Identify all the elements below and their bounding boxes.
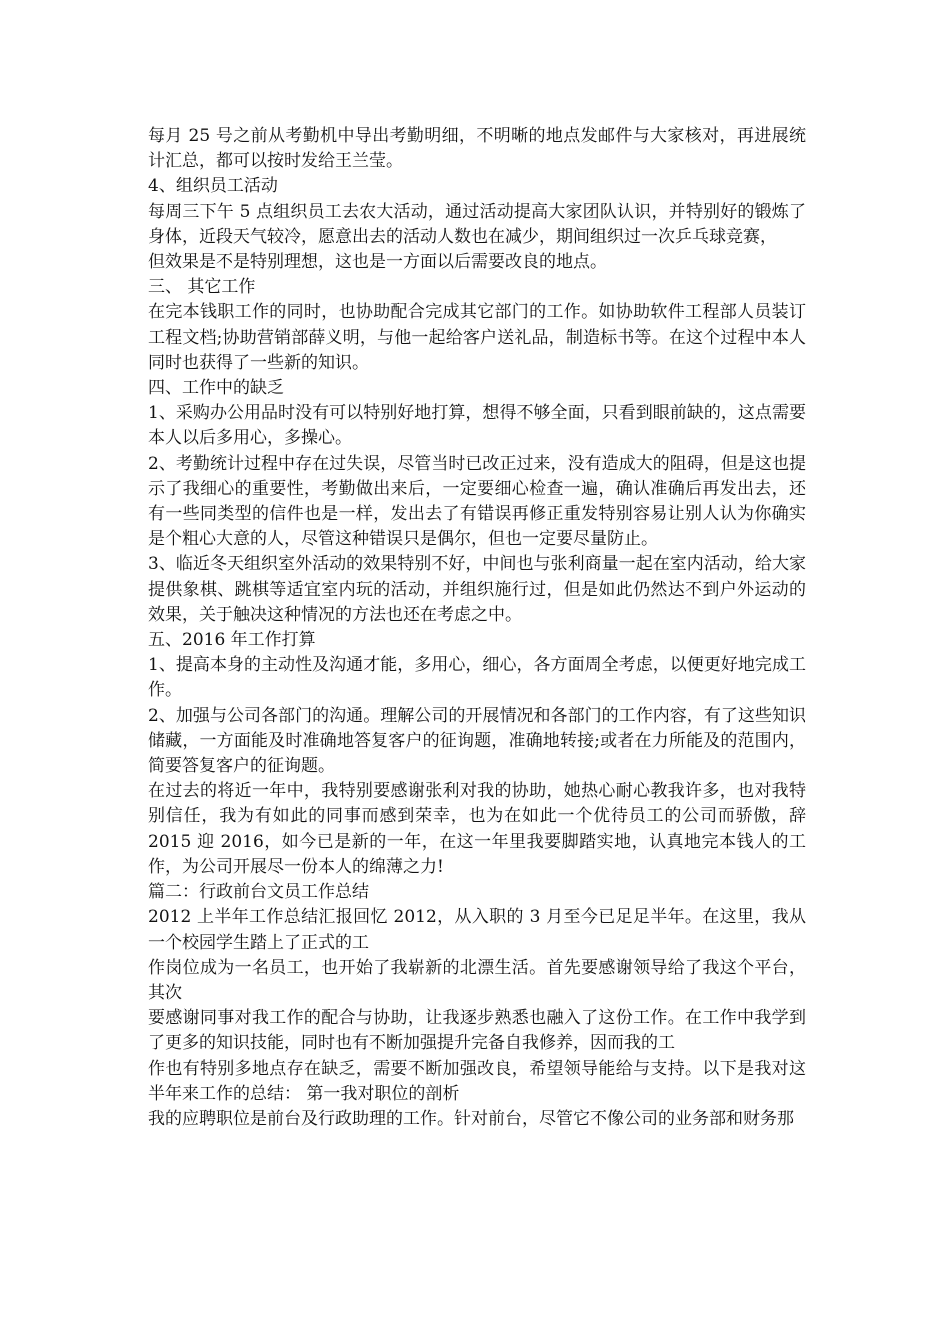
heading-part-two: 篇二：行政前台文员工作总结 — [148, 882, 369, 903]
heading-2016-plan: 五、2016 年工作打算 — [148, 630, 316, 651]
paragraph-summary-cont-2: 要感谢同事对我工作的配合与协助，让我逐步熟悉也融入了这份工作。在工作中我学到了更多的知识技能，同时也有不断加强提升完备自我修养，因而我的工 — [148, 1008, 806, 1054]
paragraph-other-work: 在完本钱职工作的同时，也协助配合完成其它部门的工作。如协助软件工程部人员装订工程文档;协助营销部薛义明，与他一起给客户送礼品，制造标书等。在这个过程中本人同时也获得了一些新的知识。 — [148, 302, 806, 373]
heading-organize-activities: 4、组织员工活动 — [148, 176, 278, 197]
paragraph-position-analysis: 我的应聘职位是前台及行政助理的工作。针对前台，尽管它不像公司的业务部和财务那 — [148, 1108, 794, 1129]
paragraph-plan-2: 2、加强与公司各部门的沟通。理解公司的开展情况和各部门的工作内容，有了这些知识储藏，一方面能及时准确地答复客户的征询题，准确地转接;或者在力所能及的范围内，简要答复客户的征询题。 — [148, 705, 806, 777]
paragraph-summary-cont-1: 作岗位成为一名员工，也开始了我崭新的北漂生活。首先要感谢领导给了我这个平台，其次 — [148, 957, 806, 1003]
document-body — [148, 124, 806, 1132]
heading-shortcomings: 四、工作中的缺乏 — [148, 378, 284, 399]
heading-other-work: 三、 其它工作 — [148, 277, 256, 298]
paragraph-summary-cont-3: 作也有特别多地点存在缺乏，需要不断加强改良，希望领导能给与支持。以下是我对这半年来工作的总结： 第一我对职位的剖析 — [148, 1058, 806, 1104]
paragraph-thanks: 在过去的将近一年中，我特别要感谢张利对我的协助，她热心耐心教我许多，也对我特别信任，我为有如此的同事而感到荣幸，也为在如此一个优待员工的公司而骄傲，辞 2015 迎 2016，如今已是新的一年，在这一年里我要脚踏实地，认真地完本钱人的工作，为公司开展尽一份本人的绵薄之力! — [148, 781, 806, 877]
paragraph-shortcoming-1: 1、采购办公用品时没有可以特别好地打算，想得不够全面，只看到眼前缺的，这点需要本人以后多用心，多操心。 — [148, 403, 806, 449]
paragraph-weekly-activities: 每周三下午 5 点组织员工去农大活动，通过活动提高大家团队认识，并特别好的锻炼了身体，近段天气较冷，愿意出去的活动人数也在减少，期间组织过一次乒乓球竞赛， — [148, 201, 806, 247]
paragraph-shortcoming-2: 2、考勤统计过程中存在过失误，尽管当时已改正过来，没有造成大的阻碍，但是这也提示了我细心的重要性，考勤做出来后，一定要细心检查一遍，确认准确后再发出去，还有一些同类型的信件也是一样，发出去了有错误再修正重发特别容易让别人认为你确实是个粗心大意的人，尽管这种错误只是偶尔，但也一定要尽量防止。 — [148, 453, 806, 550]
paragraph-summary-intro: 2012 上半年工作总结汇报回忆 2012，从入职的 3 月至今已足足半年。在这里，我从一个校园学生踏上了正式的工 — [148, 907, 806, 953]
paragraph-attendance-export: 每月 25 号之前从考勤机中导出考勤明细，不明晰的地点发邮件与大家核对，再进展统计汇总，都可以按时发给王兰莹。 — [148, 126, 806, 172]
paragraph-plan-1: 1、提高本身的主动性及沟通才能，多用心，细心，各方面周全考虑，以便更好地完成工作。 — [148, 655, 806, 701]
paragraph-shortcoming-3: 3、临近冬天组织室外活动的效果特别不好，中间也与张利商量一起在室内活动，给大家提供象棋、跳棋等适宜室内玩的活动，并组织施行过，但是如此仍然达不到户外运动的效果，关于触决这种情况的方法也还在考虑之中。 — [148, 554, 806, 625]
paragraph-activity-effect: 但效果是不是特别理想，这也是一方面以后需要改良的地点。 — [148, 252, 607, 273]
